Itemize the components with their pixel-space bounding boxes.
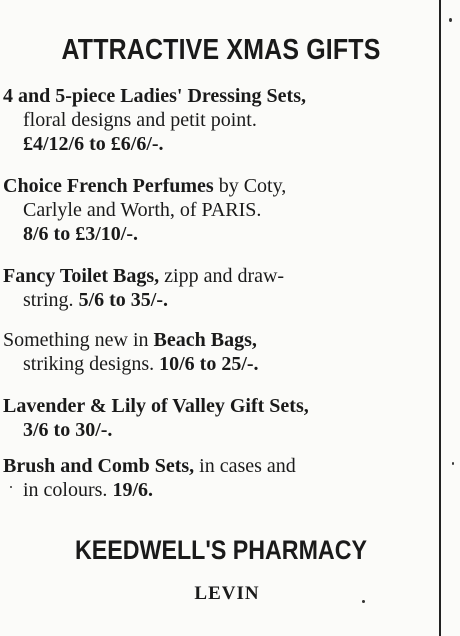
gift-item-gift-sets	[3, 394, 439, 442]
item-description-line	[3, 478, 439, 502]
item-heading: Fancy Toilet Bags,	[3, 265, 160, 287]
item-description: striking designs.	[23, 353, 155, 375]
item-price: £4/12/6 to £6/6/-.	[23, 133, 164, 155]
print-speck	[452, 462, 454, 465]
item-heading-line	[3, 174, 439, 198]
print-speck	[10, 486, 12, 488]
item-heading: 4 and 5-piece Ladies' Dressing Sets,	[3, 85, 306, 107]
item-description-line	[3, 352, 439, 376]
item-price: 3/6 to 30/-.	[23, 419, 113, 441]
gift-item-toilet-bags	[3, 264, 439, 312]
item-heading-rest: by Coty,	[213, 175, 287, 197]
print-speck	[449, 18, 452, 22]
gift-item-brush-comb	[3, 454, 439, 502]
item-heading-rest: in cases and	[194, 455, 296, 477]
ad-headline: ATTRACTIVE XMAS GIFTS	[61, 34, 381, 66]
item-heading: Lavender & Lily of Valley Gift Sets,	[3, 395, 309, 417]
item-heading: Brush and Comb Sets,	[3, 455, 195, 477]
column-rule	[439, 0, 441, 636]
item-heading-pre: Something new in	[3, 329, 154, 351]
item-description: string.	[23, 289, 74, 311]
item-description: Carlyle and Worth, of PARIS.	[23, 199, 262, 221]
item-description: floral designs and petit point.	[23, 109, 257, 131]
item-heading-line	[3, 328, 439, 352]
item-heading-rest: zipp and draw-	[159, 265, 285, 287]
item-price: 10/6 to 25/-.	[154, 353, 259, 375]
item-price: 19/6.	[107, 479, 153, 501]
item-price: 8/6 to £3/10/-.	[23, 223, 138, 245]
item-heading-line	[3, 454, 439, 478]
gift-item-dressing-sets	[3, 84, 439, 156]
gift-item-perfumes	[3, 174, 439, 246]
pharmacy-name: KEEDWELL'S PHARMACY	[75, 535, 367, 565]
item-description-line	[3, 288, 439, 312]
item-price: 5/6 to 35/-.	[73, 289, 168, 311]
item-description: in colours.	[23, 479, 108, 501]
pharmacy-town: LEVIN	[194, 583, 260, 604]
item-heading-line	[3, 264, 439, 288]
item-heading: Choice French Perfumes	[3, 175, 214, 197]
item-heading: Beach Bags,	[153, 329, 257, 351]
print-speck	[362, 600, 365, 603]
gift-item-beach-bags	[3, 328, 439, 376]
